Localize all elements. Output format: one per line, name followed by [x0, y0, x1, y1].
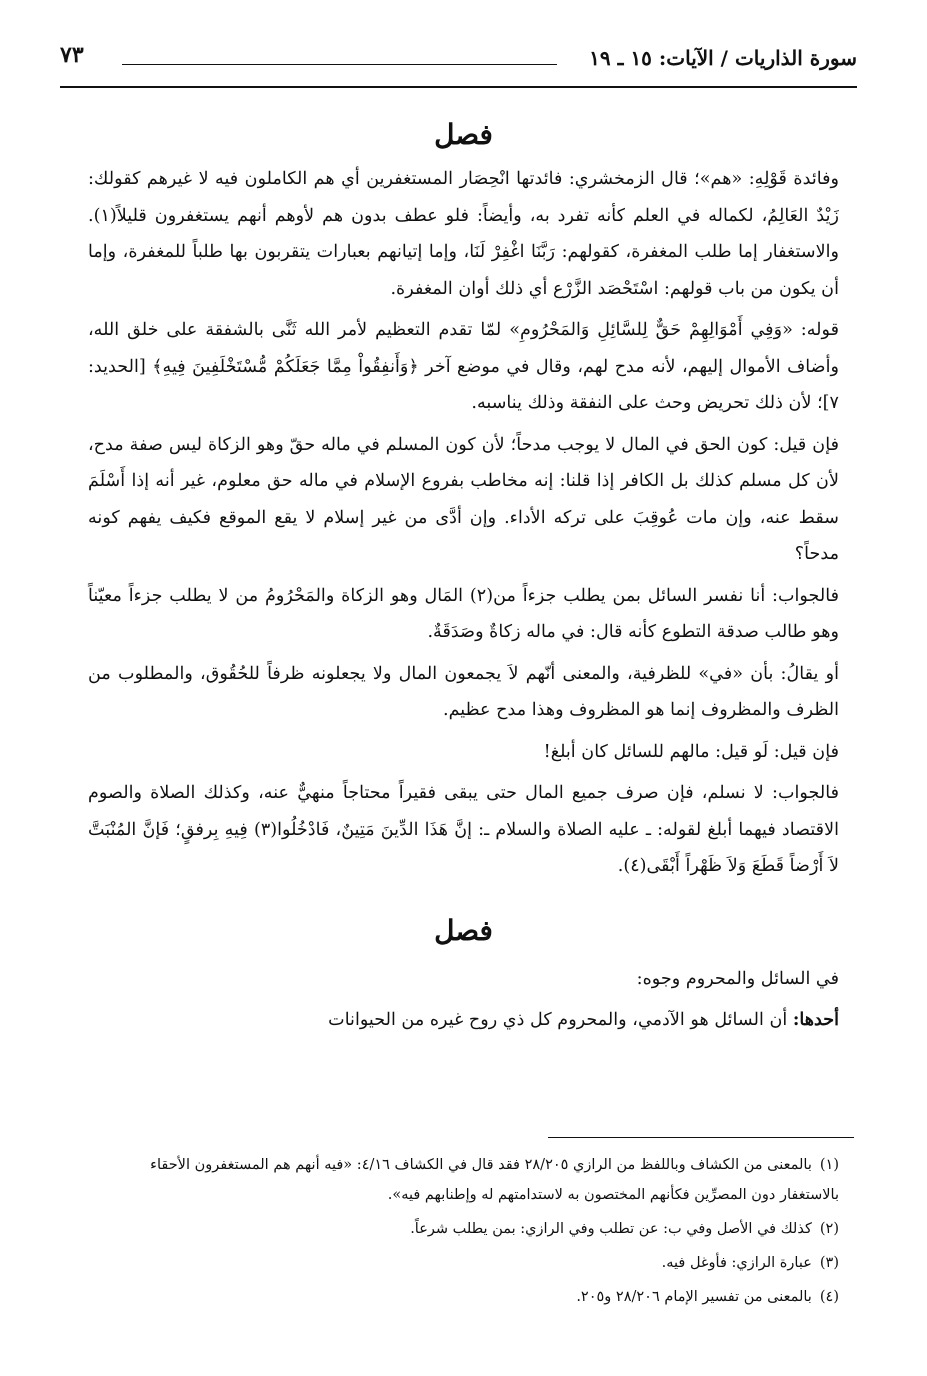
footnote-4	[88, 1282, 839, 1312]
paragraph-7: فالجواب: لا نسلم، فإن صرف جميع المال حتى يبقى فقيراً محتاجاً منهيٌّ عنه، وكذلك الصلاة والصوم الاقتصاد فيهما أبلغ لقوله: ـ عليه الصلاة والسلام ـ: إنَّ هَذَا الدِّينَ مَتِينٌ، فَادْخُلُوا(٣) فِيهِ بِرفقٍ؛ فَإنَّ المُنْبَتَّ لاَ أَرْضاً قَطَعَ وَلاَ ظَهْراً أَبْقَى(٤).	[88, 783, 839, 876]
header-title: سورة الذاريات / الآيات: ١٥ ـ ١٩	[589, 46, 857, 70]
paragraph-4: فالجواب: أنا نفسر السائل بمن يطلب جزءاً من(٢) المَال وهو الزكاة والمَحْرُومُ من لا يطلب جزءاً معيّناً وهو طالب صدقة التطوع كأنه قال: في ماله زكاةٌ وصَدَقَةٌ.	[88, 585, 839, 642]
section2-first-item	[88, 1002, 839, 1039]
header-rule	[60, 86, 857, 88]
footnote-text: بالمعنى من الكشاف وباللفظ من الرازي ٢٨/٢٠٥ فقد قال في الكشاف ٤/١٦: «فيه أنهم هم المستغفرون الأحقاء بالاستغفار دون المصرِّين فكأنهم المختصون به لاستدامتهم له وإطنابهم فيه».	[150, 1157, 839, 1203]
paragraph-6: فإن قيل: لَو قيل: مالهم للسائل كان أبلغ!	[543, 741, 839, 762]
paragraph-5: أو يقالُ: بأن «في» للظرفية، والمعنى أنّهم لاَ يجمعون المال ولا يجعلونه ظرفاً للحُقُوق، والمطلوب من الظرف والمظروف إنما هو المظروف وهذا مدح عظيم.	[88, 663, 839, 720]
footnote-number: (٢)	[819, 1221, 839, 1237]
footnote-text: بالمعنى من تفسير الإمام ٢٨/٢٠٦ و٢٠٥.	[576, 1289, 812, 1305]
footnote-text: كذلك في الأصل وفي ب: عن تطلب وفي الرازي: بمن يطلب شرعاً.	[410, 1221, 812, 1237]
first-item-text: أن السائل هو الآدمي، والمحروم كل ذي روح غيره من الحيوانات	[328, 1010, 788, 1030]
section-heading-1: فصل	[434, 118, 493, 151]
footnote-number: (٤)	[819, 1289, 839, 1305]
paragraph-1: وفائدة قَوْلِهِ: «هم»؛ قال الزمخشري: فائدتها انْحِصَار المستغفرين أي هم الكاملون فيه لا غيرهم كقولك: زَيْدٌ العَالِمُ، لكماله في العلم كأنه تفرد به، وأيضاً: فلو عطف بدون هم لأوهم أنهم يستغفرون قليلاً(١). والاستغفار إما طلب المغفرة، كقولهم: رَبَّنَا اغْفِرْ لَنَا، وإما إتيانهم بعبارات يتقربون بها طلباً للمغفرة، وإما أن يكون من باب قولهم: اسْتَحْصَد الزَّرْع أي ذلك أوان المغفرة.	[88, 169, 839, 299]
footnote-text: عبارة الرازي: فأوغل فيه.	[661, 1255, 812, 1271]
header-dash-line	[122, 64, 557, 65]
footnote-3	[88, 1248, 839, 1278]
footnote-2	[88, 1214, 839, 1244]
footnote-1	[88, 1150, 839, 1210]
running-header	[60, 42, 857, 88]
paragraph-3: فإن قيل: كون الحق في المال لا يوجب مدحاً؛ لأن كون المسلم في ماله حقّ وهو الزكاة ليس صفة مدح، لأن كل مسلم كذلك بل الكافر إذا قلنا: إنه مخاطب بفروع الإسلام في ماله حق معلوم، غير أنه إذا أَسْلَمَ سقط عنه، وإن مات عُوقِبَ على تركه الأداء. وإن أدَّى من غير إسلام لا يقع الموقع فكيف يفهم كونه مدحاً؟	[88, 434, 839, 564]
section-heading-2: فصل	[434, 913, 493, 947]
footnote-number: (١)	[819, 1157, 839, 1173]
section2-intro: في السائل والمحروم وجوه:	[636, 968, 839, 989]
footnotes	[88, 1150, 839, 1316]
main-text	[88, 115, 839, 1039]
first-item-lead: أحدها:	[792, 1009, 839, 1030]
page-number: ٧٣	[60, 42, 84, 68]
footnote-rule	[548, 1137, 854, 1138]
footnote-number: (٣)	[819, 1255, 839, 1271]
paragraph-2: قوله: «وَفِي أَمْوَالِهِمْ حَقٌّ لِلسَّائِلِ وَالمَحْرُومِ» لمّا تقدم التعظيم لأمر الله ثَنَّى بالشفقة على خلق الله، وأضاف الأموال إليهم، لأنه مدح لهم، وقال في موضع آخر ﴿وَأَنفِقُواْ مِمَّا جَعَلَكُمْ مُّسْتَخْلَفِينَ فِيهِ﴾ [الحديد: ٧]؛ لأن ذلك تحريض وحث على النفقة وذلك يناسبه.	[88, 320, 839, 413]
